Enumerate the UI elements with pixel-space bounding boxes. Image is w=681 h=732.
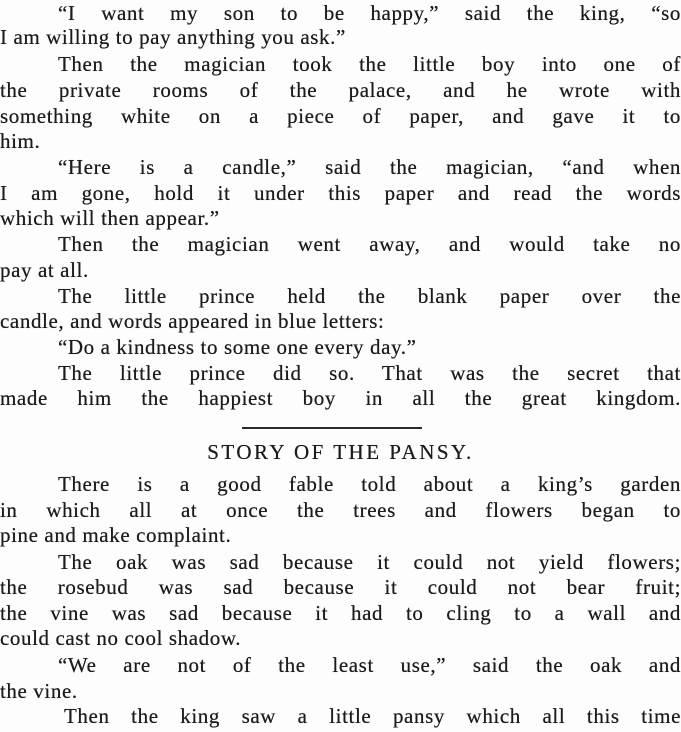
paragraph-line: in which all at once the trees and flowers began to bbox=[0, 498, 681, 522]
paragraph-line: The little prince did so. That was the secret that bbox=[58, 361, 681, 385]
paragraph-line: the vine was sad because it had to cling to a wall and bbox=[0, 601, 681, 625]
paragraph-line: I am willing to pay anything you ask.” bbox=[0, 25, 346, 49]
paragraph-line: something white on a piece of paper, and gave it to bbox=[0, 104, 681, 128]
paragraph-line: The oak was sad because it could not yield flowers; bbox=[58, 550, 681, 574]
paragraph-line: pay at all. bbox=[0, 258, 89, 282]
paragraph-line: “I want my son to be happy,” said the king, “so bbox=[58, 1, 681, 25]
paragraph-line: the vine. bbox=[0, 679, 78, 703]
paragraph-line: Then the magician went away, and would take no bbox=[58, 232, 681, 256]
section-divider bbox=[242, 427, 422, 429]
paragraph-line: pine and make complaint. bbox=[0, 523, 232, 547]
paragraph-line: Then the king saw a little pansy which all this time bbox=[64, 704, 681, 728]
paragraph-line: I am gone, hold it under this paper and read the words bbox=[0, 181, 681, 205]
paragraph-line: There is a good fable told about a king’s garden bbox=[58, 472, 681, 496]
paragraph-line: which will then appear.” bbox=[0, 206, 220, 230]
paragraph-line: The little prince held the blank paper over the bbox=[58, 284, 681, 308]
paragraph-line: him. bbox=[0, 129, 41, 153]
paragraph-line: the private rooms of the palace, and he wrote with bbox=[0, 78, 681, 102]
paragraph-line: “Do a kindness to some one every day.” bbox=[58, 335, 417, 359]
paragraph-line: “We are not of the least use,” said the oak and bbox=[58, 653, 681, 677]
paragraph-line: candle, and words appeared in blue letters: bbox=[0, 309, 385, 333]
paragraph-line: could cast no cool shadow. bbox=[0, 626, 242, 650]
paragraph-line: the rosebud was sad because it could not bear fruit; bbox=[0, 575, 681, 599]
paragraph-line: Then the magician took the little boy into one of bbox=[58, 52, 681, 76]
section-heading: STORY OF THE PANSY. bbox=[207, 440, 474, 464]
paragraph-line: made him the happiest boy in all the great kingdom. bbox=[0, 386, 681, 410]
paragraph-line: “Here is a candle,” said the magician, “and when bbox=[58, 155, 681, 179]
